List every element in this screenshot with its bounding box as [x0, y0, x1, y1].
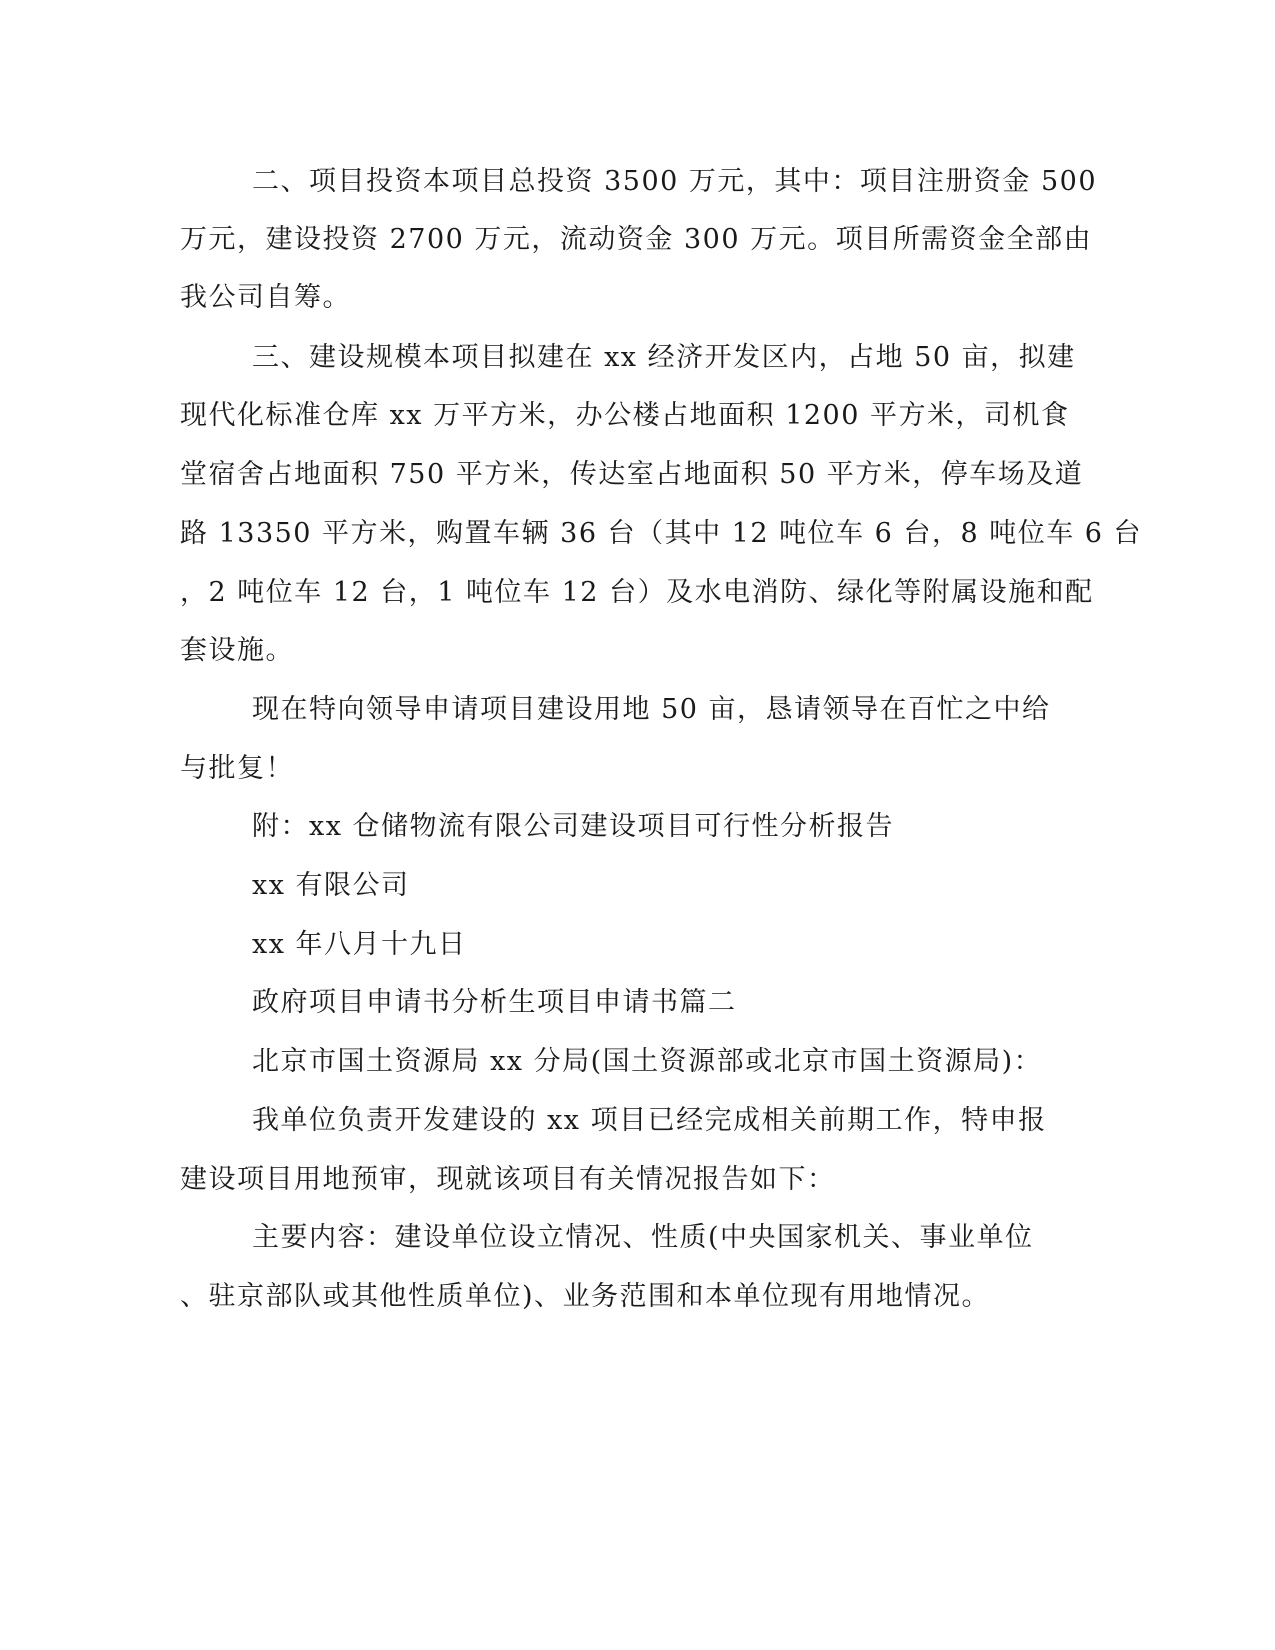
- paragraph-line: 现在特向领导申请项目建设用地 50 亩，恳请领导在百忙之中给: [252, 694, 1051, 725]
- paragraph-line: 二、项目投资本项目总投资 3500 万元，其中：项目注册资金 500: [252, 166, 1097, 197]
- paragraph-line: 我单位负责开发建设的 xx 项目已经完成相关前期工作，特申报: [252, 1105, 1047, 1136]
- paragraph-line: 与批复！: [180, 753, 294, 784]
- paragraph-line: 堂宿舍占地面积 750 平方米，传达室占地面积 50 平方米，停车场及道: [180, 459, 1084, 490]
- paragraph-line: 万元，建设投资 2700 万元，流动资金 300 万元。项目所需资金全部由: [180, 224, 1093, 255]
- paragraph-line: 主要内容：建设单位设立情况、性质(中央国家机关、事业单位: [252, 1222, 1034, 1253]
- paragraph-line: 、驻京部队或其他性质单位)、业务范围和本单位现有用地情况。: [180, 1281, 991, 1312]
- paragraph-line: 套设施。: [180, 635, 294, 666]
- paragraph-line: 建设项目用地预审，现就该项目有关情况报告如下：: [180, 1164, 836, 1195]
- section-heading: 政府项目申请书分析生项目申请书篇二: [252, 987, 737, 1018]
- addressee-line: 北京市国土资源局 xx 分局(国土资源部或北京市国土资源局)：: [252, 1046, 1043, 1077]
- paragraph-line: 三、建设规模本项目拟建在 xx 经济开发区内，占地 50 亩，拟建: [252, 342, 1076, 373]
- paragraph-line: 路 13350 平方米，购置车辆 36 台（其中 12 吨位车 6 台，8 吨位车 6 台: [180, 518, 1143, 549]
- paragraph-line: ，2 吨位车 12 台，1 吨位车 12 台）及水电消防、绿化等附属设施和配: [180, 577, 1094, 608]
- attachment-line: 附：xx 仓储物流有限公司建设项目可行性分析报告: [252, 811, 895, 842]
- paragraph-line: 我公司自筹。: [180, 282, 351, 313]
- paragraph-line: 现代化标准仓库 xx 万平方米，办公楼占地面积 1200 平方米，司机食: [180, 400, 1070, 431]
- signature-date: xx 年八月十九日: [252, 929, 467, 960]
- signature-company: xx 有限公司: [252, 870, 410, 901]
